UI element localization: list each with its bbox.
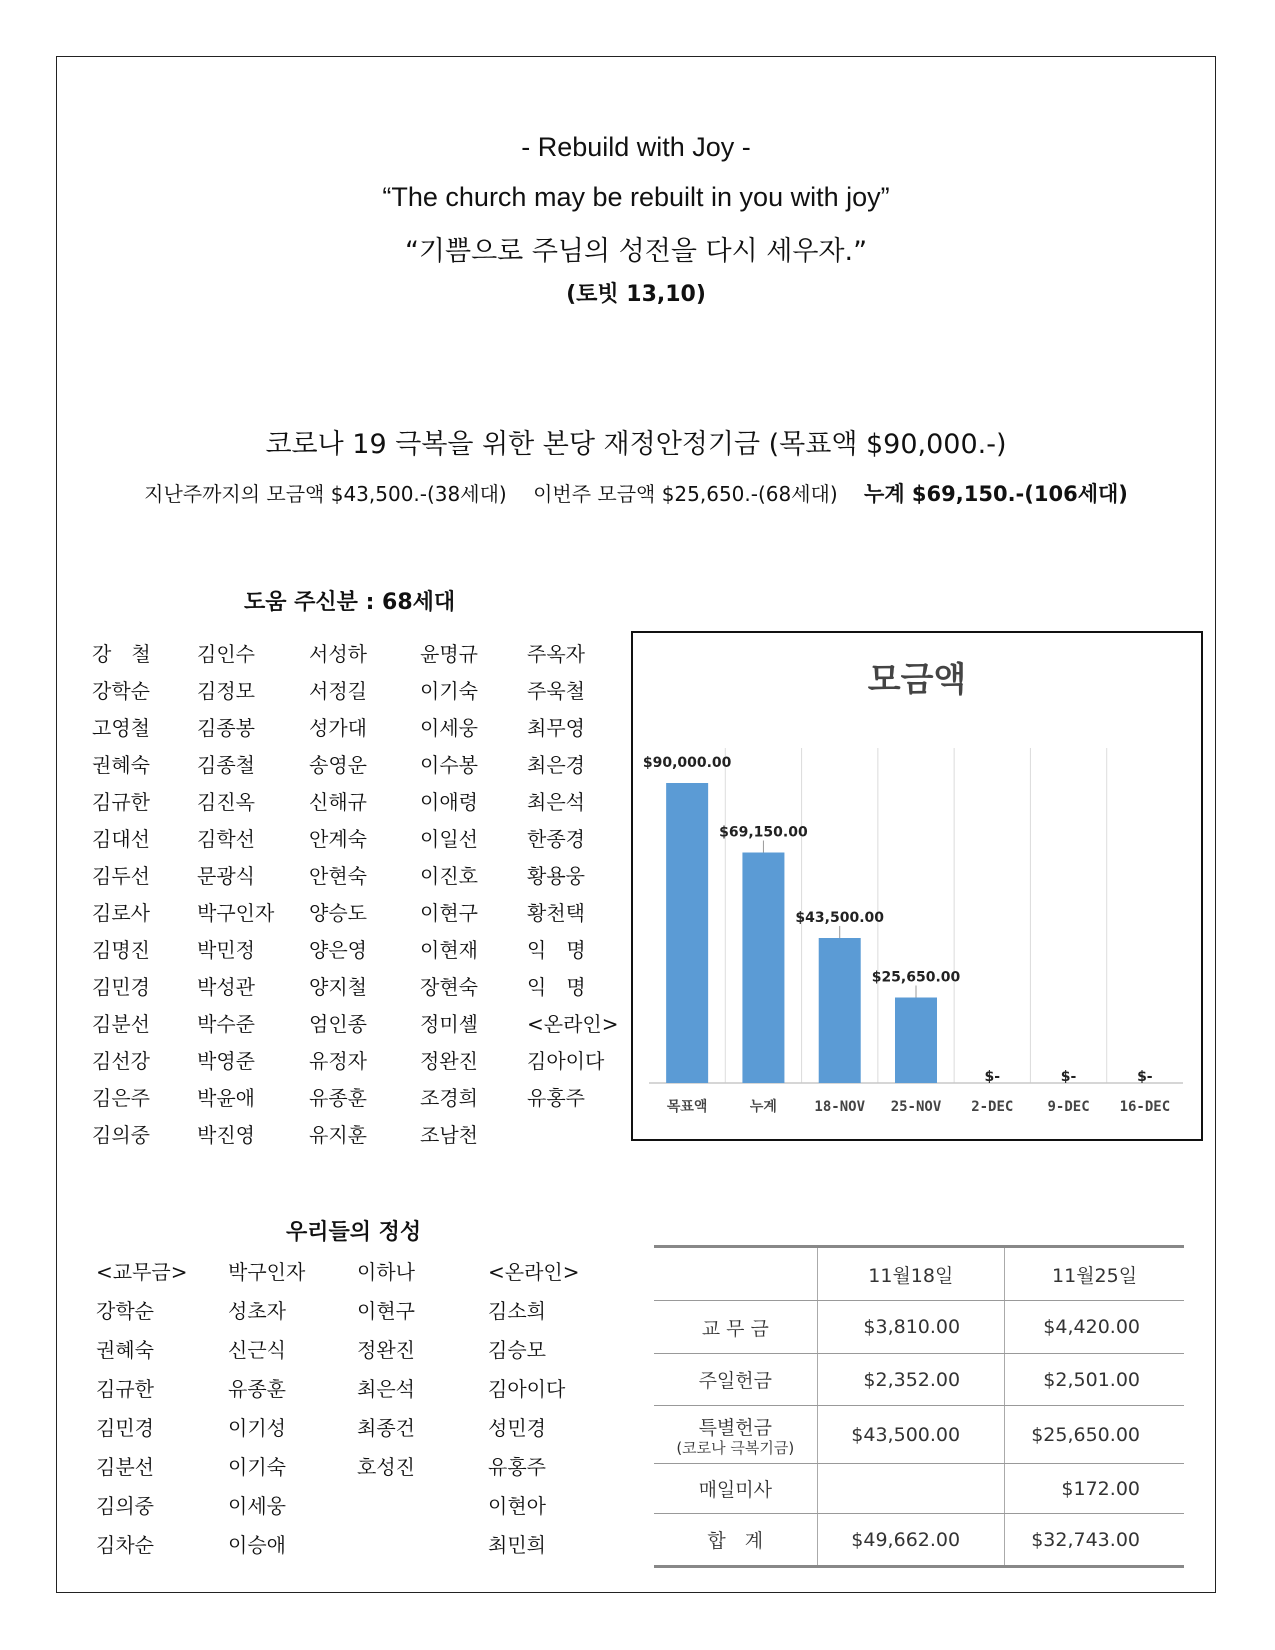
finance-label-text: 특별헌금 <box>698 1417 772 1439</box>
finance-amount: $32,743.00 <box>1005 1514 1184 1567</box>
offering-name: 이현구 <box>357 1299 415 1323</box>
donor-name: 조남천 <box>420 1123 478 1147</box>
chart-bar <box>666 783 708 1083</box>
donor-name: 이현구 <box>420 901 478 925</box>
finance-label-subtext: (코로나 극복기금) <box>676 1439 795 1457</box>
donor-name: 이기숙 <box>420 679 478 703</box>
donor-name: 유지훈 <box>309 1123 367 1147</box>
chart-data-label: $- <box>1137 1069 1153 1085</box>
motto: - Rebuild with Joy - <box>521 132 751 162</box>
chart-data-label: $90,000.00 <box>642 755 732 771</box>
offering-name: <교무금> <box>96 1260 188 1284</box>
finance-amount: $4,420.00 <box>1005 1301 1184 1354</box>
offering-name: 최민희 <box>488 1533 546 1557</box>
donor-name: 서정길 <box>309 679 367 703</box>
chart-bar <box>819 938 861 1083</box>
donor-name: 김분선 <box>92 1012 150 1036</box>
donor-name: 박영준 <box>197 1049 255 1073</box>
donor-name: 박구인자 <box>197 901 275 925</box>
chart-canvas <box>633 633 1201 1139</box>
donor-name: 이애령 <box>420 790 478 814</box>
fund-this-week: 이번주 모금액 $25,650.-(68세대) <box>533 482 838 506</box>
donor-name: 이일선 <box>420 827 478 851</box>
offering-name: 유종훈 <box>228 1377 286 1401</box>
donor-name: 최은석 <box>527 790 585 814</box>
fundraising-chart <box>631 631 1203 1141</box>
donor-name: 윤명규 <box>420 642 478 666</box>
donor-name: 성가대 <box>309 716 367 740</box>
donor-name: 이진호 <box>420 864 478 888</box>
finance-amount <box>817 1464 1005 1514</box>
offering-name: 최종건 <box>357 1416 415 1440</box>
finance-header-cell: 11월18일 <box>817 1247 1005 1301</box>
offering-name: 이현아 <box>488 1494 546 1518</box>
donor-name: 문광식 <box>197 864 255 888</box>
donor-name: 익 명 <box>527 938 586 962</box>
offering-name: 정완진 <box>357 1338 415 1362</box>
donor-name: 김종철 <box>197 753 255 777</box>
quote-korean: “기쁨으로 주님의 성전을 다시 세우자.” <box>404 236 868 267</box>
finance-header-row <box>654 1247 1184 1301</box>
donor-name: 주욱철 <box>527 679 585 703</box>
donor-name: 김인수 <box>197 642 255 666</box>
chart-data-label: $25,650.00 <box>871 969 961 986</box>
chart-category-label: 누계 <box>749 1099 777 1115</box>
offering-name: 성초자 <box>228 1299 286 1323</box>
offering-name: 박구인자 <box>228 1260 306 1284</box>
donor-name: 고영철 <box>92 716 150 740</box>
donor-name: 정완진 <box>420 1049 478 1073</box>
offering-name: <온라인> <box>488 1260 580 1284</box>
offering-name: 김의중 <box>96 1494 154 1518</box>
donor-name: 서성하 <box>309 642 367 666</box>
donor-name: 김정모 <box>197 679 255 703</box>
finance-row <box>654 1464 1184 1514</box>
donor-name: 김은주 <box>92 1086 150 1110</box>
donor-name: 익 명 <box>527 975 586 999</box>
offering-name: 호성진 <box>357 1455 415 1479</box>
chart-bar <box>895 998 937 1084</box>
finance-header-cell: 11월25일 <box>1005 1247 1184 1301</box>
offering-name: 강학순 <box>96 1299 154 1323</box>
donor-name: 이세웅 <box>420 716 478 740</box>
donor-name: 송영운 <box>309 753 367 777</box>
finance-amount: $25,650.00 <box>1005 1406 1184 1464</box>
offering-name: 이승애 <box>228 1533 286 1557</box>
donor-name: 박수준 <box>197 1012 255 1036</box>
donor-name: 주옥자 <box>527 642 585 666</box>
chart-category-label: 9-DEC <box>1047 1099 1090 1115</box>
donor-name: <온라인> <box>527 1012 619 1036</box>
donor-name: 이수봉 <box>420 753 478 777</box>
fund-summary <box>56 478 1216 508</box>
donor-name: 김규한 <box>92 790 150 814</box>
donor-name: 김의중 <box>92 1123 150 1147</box>
finance-amount: $43,500.00 <box>817 1406 1005 1464</box>
chart-data-label: $43,500.00 <box>795 910 885 926</box>
offering-name: 이세웅 <box>228 1494 286 1518</box>
finance-amount: $172.00 <box>1005 1464 1184 1514</box>
donor-name: 김명진 <box>92 938 150 962</box>
finance-row-label <box>654 1301 817 1354</box>
donor-name: 유종훈 <box>309 1086 367 1110</box>
donor-name: 김아이다 <box>527 1049 605 1073</box>
donor-name: 양승도 <box>309 901 367 925</box>
donor-name: 양지철 <box>309 975 367 999</box>
offering-name: 김규한 <box>96 1377 154 1401</box>
fund-title: 코로나 19 극복을 위한 본당 재정안정기금 (목표액 $90,000.-) <box>265 429 1007 460</box>
offering-name: 최은석 <box>357 1377 415 1401</box>
donors-title: 도움 주신분 : 68세대 <box>244 590 456 615</box>
finance-row <box>654 1406 1184 1464</box>
finance-row <box>654 1514 1184 1567</box>
donor-name: 황천택 <box>527 901 585 925</box>
offerings-title: 우리들의 정성 <box>286 1220 422 1245</box>
finance-amount: $2,352.00 <box>817 1354 1005 1406</box>
donor-name: 김진옥 <box>197 790 255 814</box>
chart-data-label: $- <box>984 1069 1001 1085</box>
offering-name: 신근식 <box>228 1338 286 1362</box>
donor-name: 박성관 <box>197 975 255 999</box>
donor-name: 김종봉 <box>197 716 255 740</box>
donor-name: 한종경 <box>527 827 585 851</box>
chart-category-label: 18-NOV <box>814 1099 866 1115</box>
finance-label-text: 교 무 금 <box>701 1317 769 1340</box>
donor-name: 김두선 <box>92 864 150 888</box>
donor-name: 박윤애 <box>197 1086 255 1110</box>
finance-row <box>654 1354 1184 1406</box>
finance-label-text: 주일헌금 <box>698 1370 772 1392</box>
donor-name: 강 철 <box>92 642 151 666</box>
chart-data-label: $69,150.00 <box>719 824 808 841</box>
offering-name: 이하나 <box>357 1260 415 1284</box>
donor-name: 박진영 <box>197 1123 255 1147</box>
finance-row <box>654 1301 1184 1354</box>
offering-name: 김차순 <box>96 1533 154 1557</box>
donor-name: 유홍주 <box>527 1086 585 1110</box>
finance-amount: $2,501.00 <box>1005 1354 1184 1406</box>
offering-name: 김소희 <box>488 1299 546 1323</box>
chart-category-label: 25-NOV <box>890 1099 942 1115</box>
donor-name: 양은영 <box>309 938 367 962</box>
fund-prev-total: 지난주까지의 모금액 $43,500.-(38세대) <box>144 482 507 506</box>
donor-name: 김대선 <box>92 827 150 851</box>
quote-english: “The church may be rebuilt in you with joy” <box>382 182 890 212</box>
offering-name: 성민경 <box>488 1416 546 1440</box>
finance-row-label <box>654 1354 817 1406</box>
chart-data-label: $- <box>1060 1069 1077 1085</box>
donor-name: 강학순 <box>92 679 150 703</box>
offering-name: 김승모 <box>488 1338 546 1362</box>
donor-name: 황용웅 <box>527 864 585 888</box>
finance-header-cell <box>654 1247 817 1301</box>
offering-name: 김분선 <box>96 1455 154 1479</box>
chart-category-label: 2-DEC <box>971 1099 1014 1115</box>
finance-label-text: 매일미사 <box>698 1479 772 1501</box>
donor-name: 조경희 <box>420 1086 478 1110</box>
donor-name: 김로사 <box>92 901 150 925</box>
donor-name: 최무영 <box>527 716 585 740</box>
offering-name: 이기숙 <box>228 1455 286 1479</box>
donor-name: 권혜숙 <box>92 753 150 777</box>
finance-row-label <box>654 1514 817 1567</box>
donor-name: 박민정 <box>197 938 255 962</box>
donor-name: 이현재 <box>420 938 478 962</box>
donor-name: 김민경 <box>92 975 150 999</box>
chart-category-label: 목표액 <box>666 1099 708 1115</box>
donor-name: 안현숙 <box>309 864 367 888</box>
finance-row-label <box>654 1406 817 1464</box>
offering-name: 김민경 <box>96 1416 154 1440</box>
donor-name: 정미셸 <box>420 1012 478 1036</box>
offering-name: 이기성 <box>228 1416 286 1440</box>
donor-name: 김학선 <box>197 827 255 851</box>
finance-row-label <box>654 1464 817 1514</box>
donor-name: 엄인종 <box>309 1012 367 1036</box>
fund-cumulative: 누계 $69,150.-(106세대) <box>864 482 1128 506</box>
finance-amount: $49,662.00 <box>817 1514 1005 1567</box>
finance-label-text: 합 계 <box>707 1530 764 1552</box>
donor-name: 안계숙 <box>309 827 367 851</box>
donor-name: 장현숙 <box>420 975 478 999</box>
donor-name: 최은경 <box>527 753 585 777</box>
donor-name: 김선강 <box>92 1049 150 1073</box>
finance-table <box>654 1245 1184 1568</box>
offering-name: 권혜숙 <box>96 1338 154 1362</box>
finance-amount: $3,810.00 <box>817 1301 1005 1354</box>
offering-name: 김아이다 <box>488 1377 566 1401</box>
offering-name: 유홍주 <box>488 1455 546 1479</box>
chart-bar <box>742 853 784 1084</box>
donor-name: 신해규 <box>309 790 367 814</box>
donor-name: 유정자 <box>309 1049 367 1073</box>
chart-category-label: 16-DEC <box>1119 1099 1171 1115</box>
chart-title: 모금액 <box>867 660 967 700</box>
quote-reference: (토빗 13,10) <box>566 282 706 307</box>
